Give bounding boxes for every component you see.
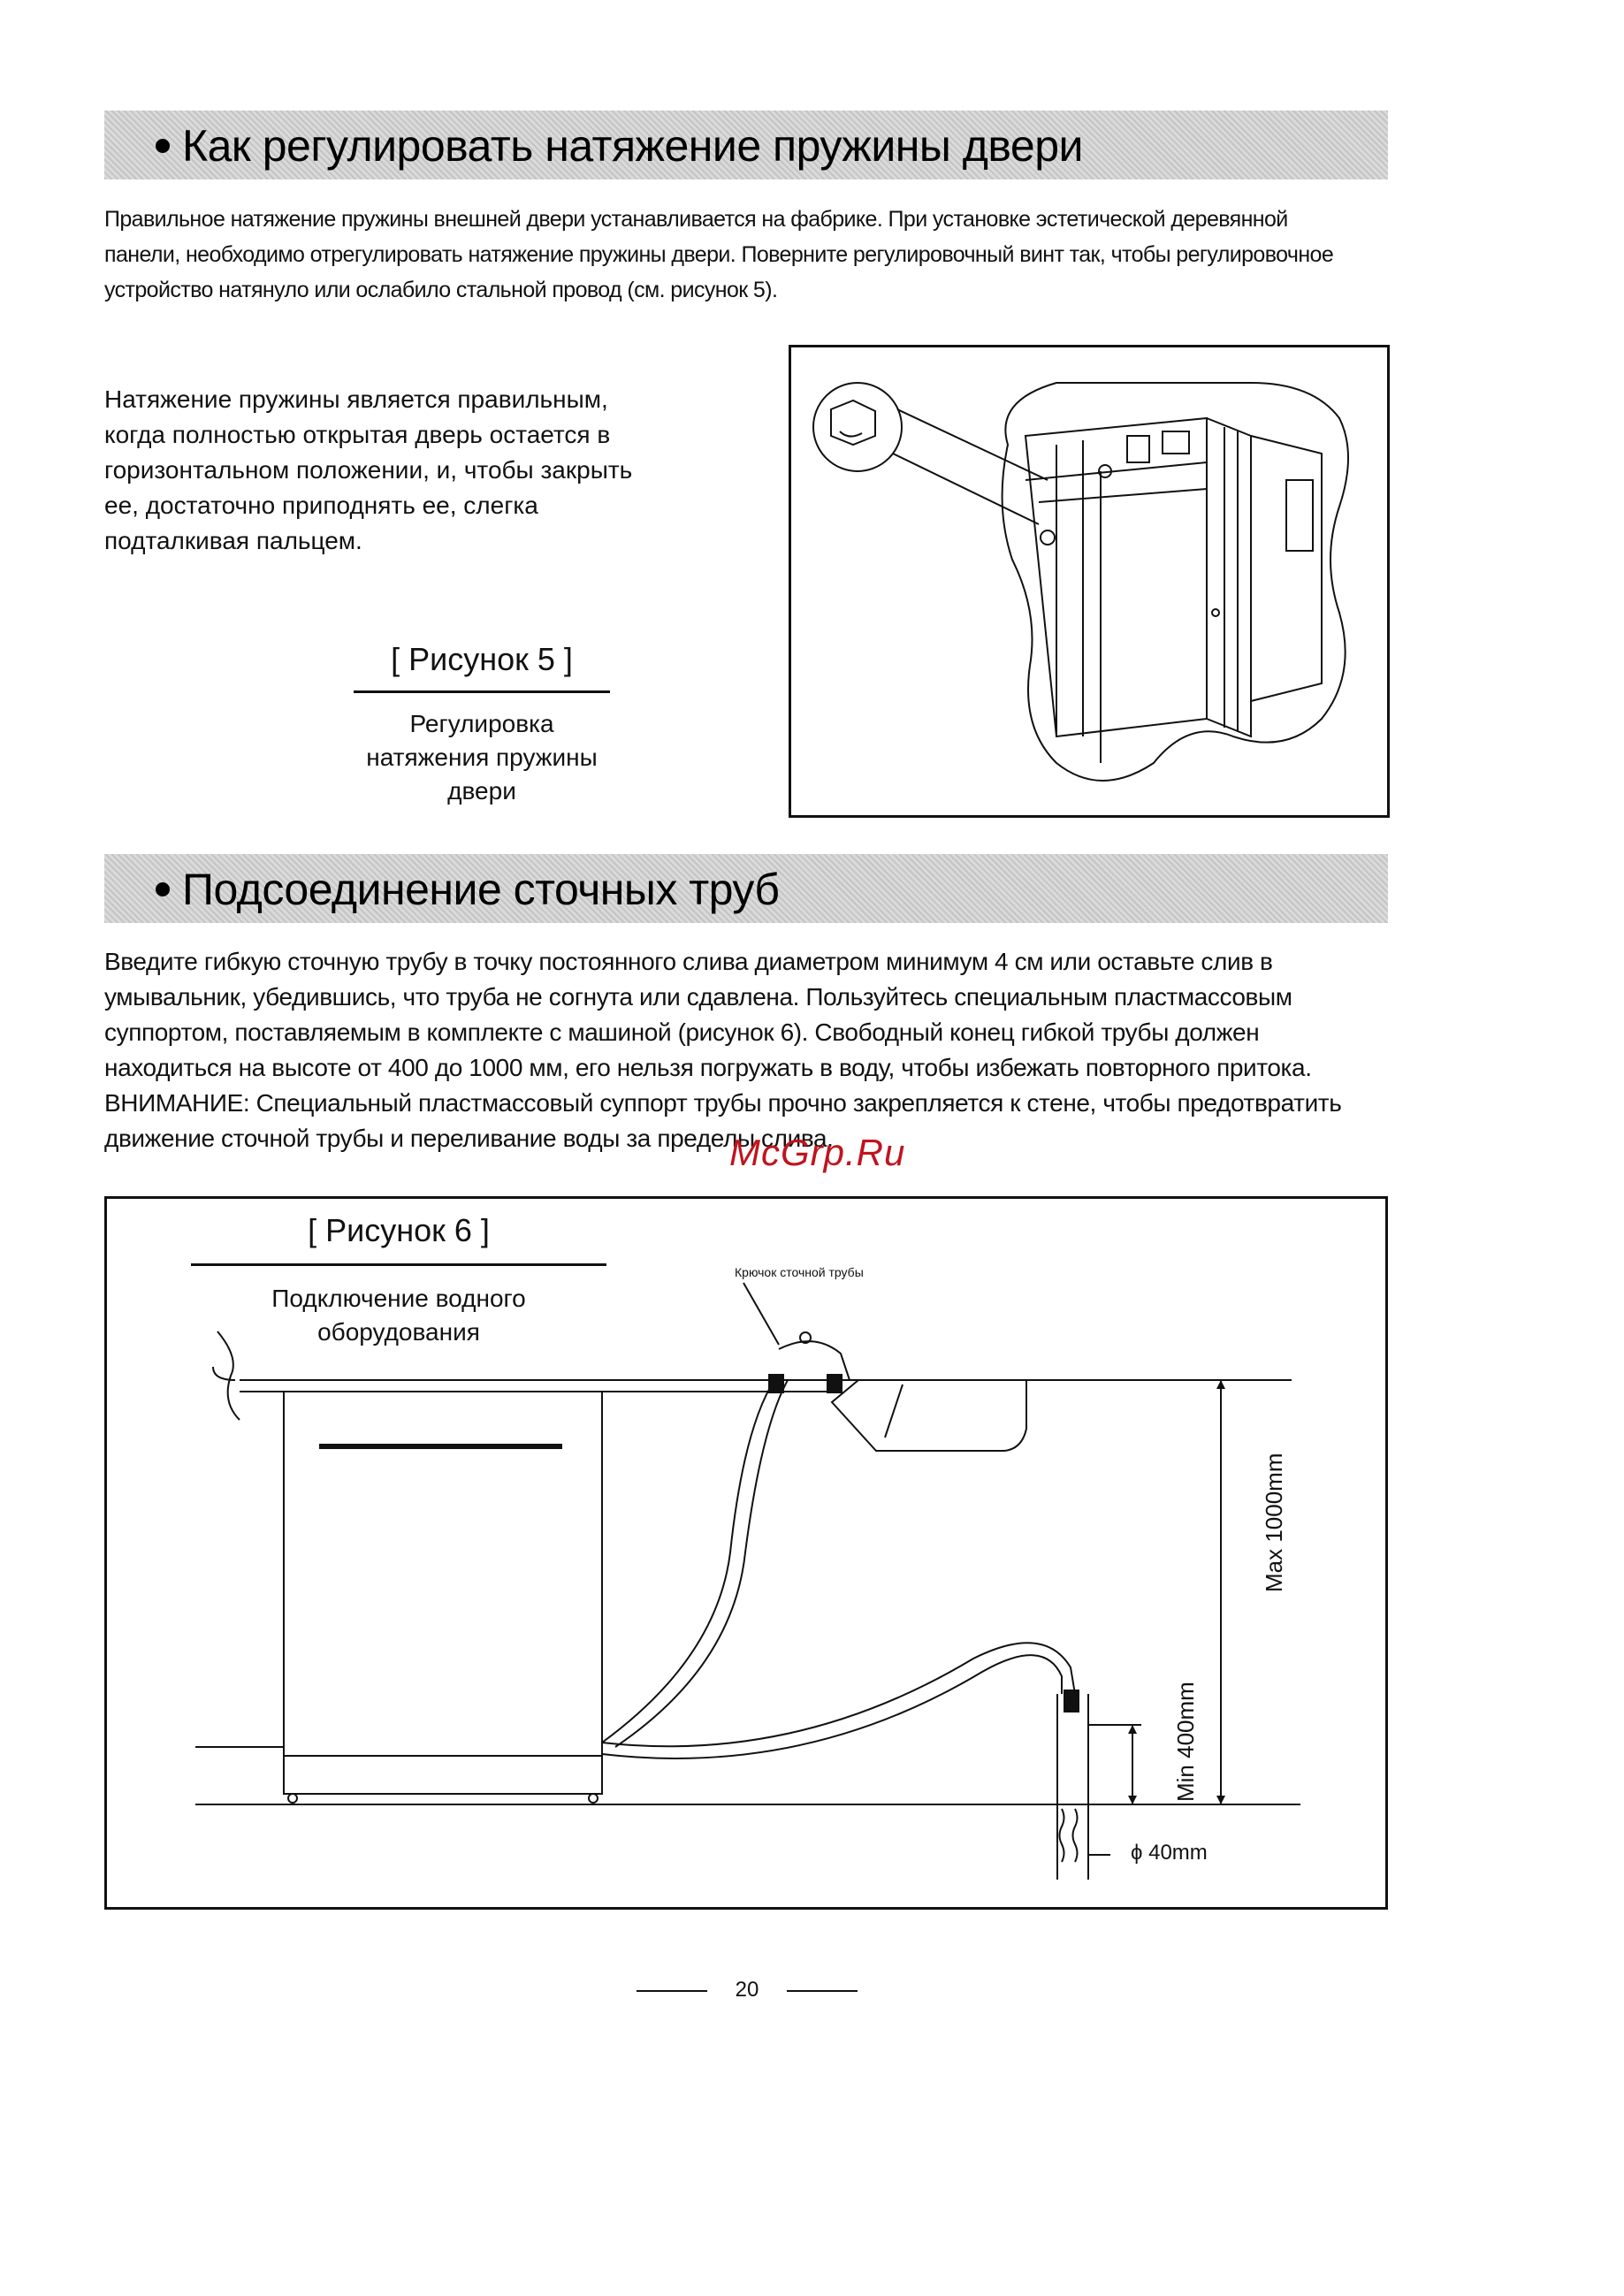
figure6-caption xyxy=(191,1212,606,1349)
hose-end-clamp-icon xyxy=(1064,1690,1079,1712)
figure6-title: [ Рисунок 6 ] xyxy=(308,1212,490,1248)
figure5-caption-line: Регулировка xyxy=(409,710,554,737)
paragraph-line: находиться на высоте от 400 до 1000 мм, его нельзя погружать в воду, чтобы избежать повторного притока. xyxy=(104,1054,1312,1081)
section-heading-text: Подсоединение сточных труб xyxy=(182,865,780,914)
paragraph-line: панели, необходимо отрегулировать натяжение пружины двери. Поверните регулировочный винт так, чтобы регулировочное xyxy=(104,242,1334,267)
hose-clamp-icon xyxy=(768,1374,784,1393)
paragraph-line: Правильное натяжение пружины внешней двери устанавливается на фабрике. При установке эстетической деревянной xyxy=(104,207,1288,232)
spring-tension-note xyxy=(104,382,652,559)
water-wave xyxy=(1060,1809,1064,1862)
paragraph-line: ВНИМАНИЕ: Специальный пластмассовый суппорт трубы прочно закрепляется к стене, чтобы предотвратить xyxy=(104,1089,1342,1117)
figure6-illustration xyxy=(104,1196,1388,1910)
paragraph-line: устройство натянуло или ослабило стальной провод (см. рисунок 5). xyxy=(104,278,778,302)
figure5-title: [ Рисунок 5 ] xyxy=(391,641,573,677)
side-panel xyxy=(1251,436,1322,701)
door-edge xyxy=(1207,418,1251,736)
bracket-shape xyxy=(1127,436,1149,462)
hook-leader-line xyxy=(743,1283,779,1345)
paragraph-line: Введите гибкую сточную трубу в точку постоянного слива диаметром минимум 4 см или оставьте слив в xyxy=(104,948,1273,975)
screw-icon xyxy=(1041,530,1055,545)
arrow-up-icon xyxy=(1216,1380,1225,1389)
foot-icon xyxy=(288,1794,297,1803)
section2-paragraph xyxy=(104,944,1395,1156)
sink-inner-line xyxy=(885,1384,903,1438)
figure5-caption-line: натяжения пружины xyxy=(366,744,598,771)
drain-hose-edge xyxy=(602,1655,1062,1758)
arrow-up-icon xyxy=(1128,1725,1137,1734)
section-heading-door-spring xyxy=(104,111,1388,179)
max-height-label: Max 1000mm xyxy=(1261,1453,1287,1592)
page-footer xyxy=(637,1978,858,2013)
section-heading-text: Как регулировать натяжение пружины двери xyxy=(182,121,1083,171)
paragraph-line: суппортом, поставляемым в комплекте с машиной (рисунок 6). Свободный конец гибкой трубы должен xyxy=(104,1018,1260,1046)
side-bracket-shape xyxy=(1286,480,1313,551)
note-line: горизонтальном положении, и, чтобы закрыть xyxy=(104,456,633,484)
drain-hose-to-standpipe xyxy=(602,1643,1075,1746)
screw-icon xyxy=(1212,609,1219,616)
dishwasher-body xyxy=(284,1392,602,1794)
footer-rule-left xyxy=(637,1990,707,1992)
drain-hose-to-sink xyxy=(602,1380,774,1743)
section1-paragraph xyxy=(104,202,1395,308)
bullet-icon xyxy=(156,139,170,153)
footer-rule-right xyxy=(787,1990,858,1992)
hose-hook-label: Крючок сточной трубы xyxy=(735,1265,864,1279)
drain-hose-to-sink-edge xyxy=(615,1380,788,1747)
water-wave xyxy=(1073,1809,1078,1862)
bracket-shape xyxy=(1163,431,1189,454)
paragraph-line: умывальник, убедившись, что труба не согнута или сдавлена. Пользуйтесь специальным пластмассовым xyxy=(104,983,1292,1011)
note-line: Натяжение пружины является правильным, xyxy=(104,385,608,413)
adjust-screw-detail xyxy=(831,400,875,445)
foot-icon xyxy=(589,1794,598,1803)
arrow-detail xyxy=(840,431,862,437)
caption-rule xyxy=(354,690,610,693)
zoom-detail-circle xyxy=(813,383,902,471)
min-height-label: Min 400mm xyxy=(1172,1682,1199,1802)
hose-clamp-icon xyxy=(827,1374,842,1393)
bullet-icon xyxy=(156,882,170,896)
page-number: 20 xyxy=(735,1978,759,2002)
figure6-caption-line: Подключение водного xyxy=(271,1285,526,1312)
section-heading-drain-pipes xyxy=(104,854,1388,923)
sink-basin xyxy=(832,1380,1026,1451)
paragraph-line: движение сточной трубы и переливание воды за пределы слива. xyxy=(104,1125,834,1152)
note-line: ее, достаточно приподнять ее, слегка xyxy=(104,492,538,519)
note-line: подталкивая пальцем. xyxy=(104,527,362,554)
note-line: когда полностью открытая дверь остается в xyxy=(104,421,611,448)
arrow-down-icon xyxy=(1128,1796,1137,1804)
diameter-label: ϕ 40mm xyxy=(1131,1841,1208,1865)
figure5-illustration xyxy=(789,345,1390,818)
figure5-caption-line: двери xyxy=(447,777,516,805)
watermark: McGrp.Ru xyxy=(729,1132,906,1173)
figure5-caption xyxy=(354,641,610,808)
arrow-down-icon xyxy=(1216,1796,1225,1804)
door-spring-drawing xyxy=(791,347,1387,815)
figure6-caption-line: оборудования xyxy=(317,1318,480,1346)
caption-rule xyxy=(191,1263,606,1266)
